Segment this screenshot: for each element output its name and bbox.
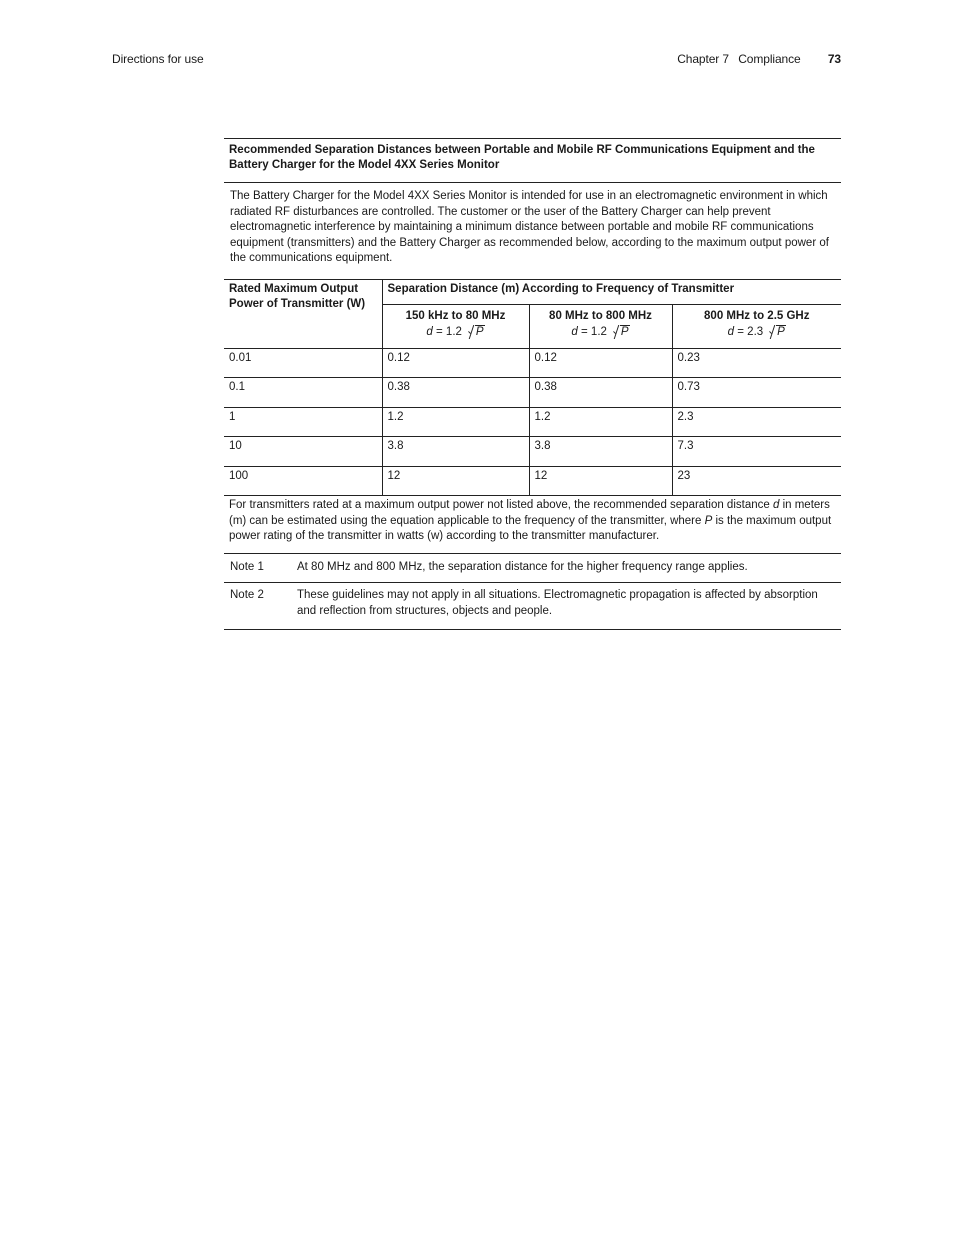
section-label: Compliance (738, 52, 801, 66)
table-cell: 1.2 (529, 407, 672, 437)
page-number: 73 (827, 52, 841, 66)
power-column-header: Rated Maximum Output Power of Transmitter (W) (224, 279, 382, 348)
note-2 (224, 583, 841, 630)
table-cell: 3.8 (382, 437, 529, 467)
table-cell: 0.23 (672, 348, 841, 378)
table-cell: 0.01 (224, 348, 382, 378)
table-cell: 3.8 (529, 437, 672, 467)
table-cell: 2.3 (672, 407, 841, 437)
band-equation: d = 2.3 P (678, 325, 837, 341)
table-cell: 0.12 (382, 348, 529, 378)
band-label: 80 MHz to 800 MHz (549, 310, 652, 323)
separation-distance-table (224, 279, 841, 496)
running-header-right (677, 52, 841, 66)
band-header-2 (529, 305, 672, 348)
sqrt-symbol: P (613, 325, 630, 341)
table-cell: 7.3 (672, 437, 841, 467)
table-cell: 100 (224, 466, 382, 495)
table-cell: 1.2 (382, 407, 529, 437)
table-row (224, 437, 841, 467)
table-cell: 12 (529, 466, 672, 495)
separation-distance-section (224, 138, 841, 630)
note-label: Note 2 (230, 589, 264, 601)
table-cell: 0.38 (382, 378, 529, 408)
note-label: Note 1 (230, 560, 264, 573)
running-header-left: Directions for use (112, 52, 204, 66)
table-cell: 0.38 (529, 378, 672, 408)
distance-column-header: Separation Distance (m) According to Frequency of Transmitter (382, 279, 841, 305)
note-text: These guidelines may not apply in all situations. Electromagnetic propagation is affected by absorption and reflection from structures, objects and people. (297, 589, 818, 617)
table-cell: 10 (224, 437, 382, 467)
band-label: 800 MHz to 2.5 GHz (704, 310, 810, 323)
band-header-3 (672, 305, 841, 348)
intro-paragraph: The Battery Charger for the Model 4XX Series Monitor is intended for use in an electromagnetic environment in which radiated RF disturbances are controlled. The customer or the user of the Battery Charger can help prevent electromagnetic interference by maintaining a minimum distance between portable and mobile RF communications equipment (transmitters) and the Battery Charger as recommended below, according to the maximum output power of the communications equipment. (230, 190, 829, 264)
chapter-label: Chapter 7 (677, 52, 729, 66)
table-footnote: For transmitters rated at a maximum output power not listed above, the recommended separation distance d in meters (m) can be estimated using the equation applicable to the frequency of the transmitter, where P is the maximum output power rating of the transmitter in watts (w) according to the transmitter manufacturer. (229, 499, 832, 542)
band-header-1 (382, 305, 529, 348)
note-1 (224, 554, 841, 583)
table-row (224, 378, 841, 408)
section-title: Recommended Separation Distances between Portable and Mobile RF Communications Equipment and the Battery Charger for the Model 4XX Series Monitor (229, 144, 815, 171)
table-row (224, 407, 841, 437)
sqrt-symbol: P (468, 325, 485, 341)
table-row (224, 348, 841, 378)
table-cell: 0.1 (224, 378, 382, 408)
note-text: At 80 MHz and 800 MHz, the separation distance for the higher frequency range applies. (297, 560, 748, 573)
table-cell: 0.12 (529, 348, 672, 378)
table-cell: 1 (224, 407, 382, 437)
table-cell: 0.73 (672, 378, 841, 408)
band-equation: d = 1.2 P (388, 325, 524, 341)
band-equation: d = 1.2 P (535, 325, 667, 341)
table-cell: 12 (382, 466, 529, 495)
sqrt-symbol: P (769, 325, 786, 341)
table-row (224, 466, 841, 495)
band-label: 150 kHz to 80 MHz (405, 310, 506, 323)
table-cell: 23 (672, 466, 841, 495)
